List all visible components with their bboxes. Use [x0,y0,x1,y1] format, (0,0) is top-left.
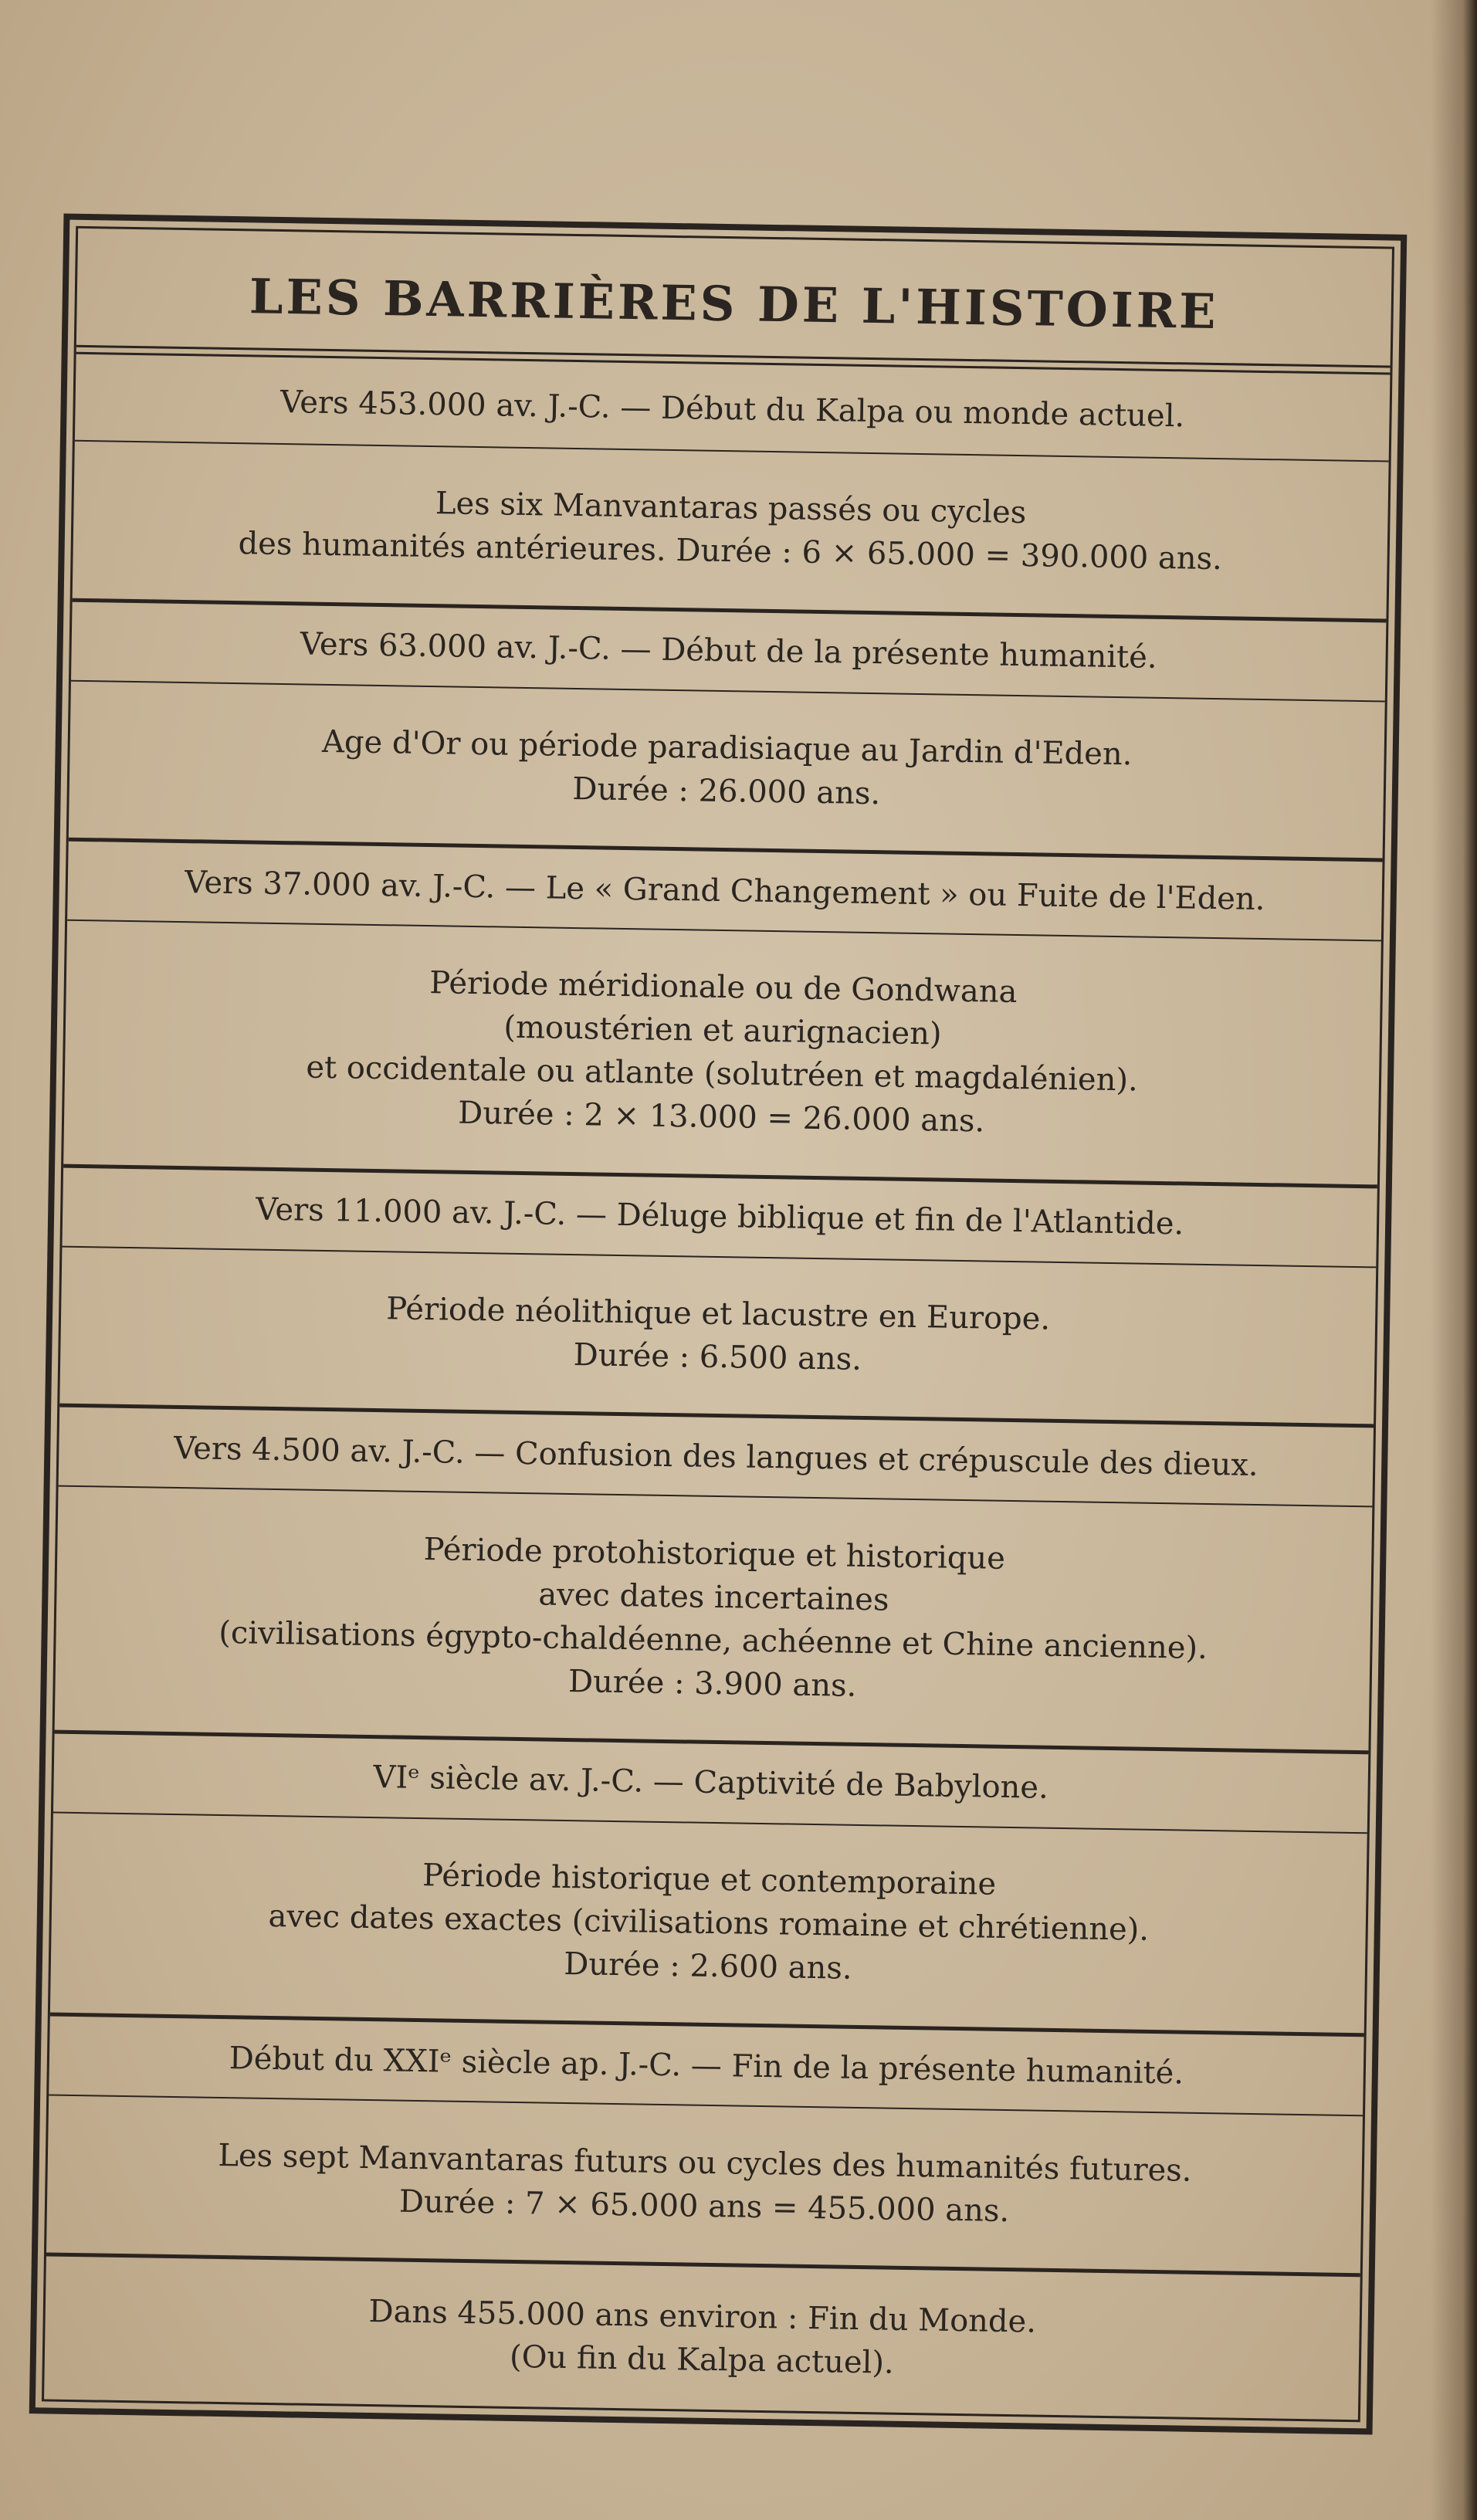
row-text: Vers 63.000 av. J.-C. — Début de la présente humanité. [300,626,1157,676]
timeline-period-row [46,2096,1363,2273]
page-title: LES BARRIÈRES DE L'HISTOIRE [76,229,1392,368]
timeline-period-row [69,681,1385,858]
page-edge-shadow [1431,0,1477,2520]
row-text: Durée : 2 × 13.000 = 26.000 ans. [457,1096,985,1140]
row-text: Les sept Manvantaras futurs ou cycles des humanités futures. [218,2137,1192,2189]
row-text: Durée : 2.600 ans. [563,1946,852,1987]
row-text: (civilisations égypto-chaldéenne, achéenne et Chine ancienne). [218,1614,1208,1666]
timeline-period-row [63,921,1381,1184]
row-text: Durée : 26.000 ans. [572,771,881,812]
row-text: (Ou fin du Kalpa actuel). [509,2339,895,2381]
timeline-final-row [44,2253,1360,2420]
chronology-table-frame [29,214,1408,2435]
row-text: Période néolithique et lacustre en Europe. [385,1291,1051,1337]
row-text: avec dates incertaines [538,1576,889,1618]
timeline-period-row [55,1487,1373,1750]
row-text: Durée : 3.900 ans. [567,1663,857,1704]
row-text: avec dates exactes (civilisations romaine et chrétienne). [268,1898,1150,1949]
row-text: Age d'Or ou période paradisiaque au Jardin d'Eden. [321,723,1133,773]
row-text: Durée : 7 × 65.000 ans = 455.000 ans. [398,2183,1010,2229]
row-text: des humanités antérieures. Durée : 6 × 65.000 = 390.000 ans. [238,526,1223,578]
row-text: Période protohistorique et historique [423,1531,1006,1577]
row-text: et occidentale ou atlante (solutréen et magdalénien). [306,1050,1139,1099]
row-text: Période méridionale ou de Gondwana [429,965,1018,1011]
row-text: (moustérien et aurignacien) [503,1010,942,1052]
row-text: VIᵉ siècle av. J.-C. — Captivité de Babylone. [373,1760,1049,1807]
row-text: Vers 453.000 av. J.-C. — Début du Kalpa ou monde actuel. [279,384,1185,435]
row-text: Début du XXIᵉ siècle ap. J.-C. — Fin de la présente humanité. [229,2041,1184,2092]
chronology-table [42,226,1394,2422]
row-text: Les six Manvantaras passés ou cycles [435,486,1027,531]
row-text: Dans 455.000 ans environ : Fin du Monde. [368,2293,1037,2340]
row-text: Vers 37.000 av. J.-C. — Le « Grand Changement » ou Fuite de l'Eden. [184,864,1265,917]
timeline-period-row [50,1813,1367,2033]
row-text: Vers 11.000 av. J.-C. — Déluge biblique et fin de l'Atlantide. [255,1191,1184,1242]
row-text: Vers 4.500 av. J.-C. — Confusion des langues et crépuscule des dieux. [173,1430,1258,1483]
row-text: Période historique et contemporaine [422,1858,997,1902]
row-text: Durée : 6.500 ans. [573,1337,862,1377]
timeline-period-row [59,1247,1376,1424]
timeline-period-row [73,442,1389,618]
